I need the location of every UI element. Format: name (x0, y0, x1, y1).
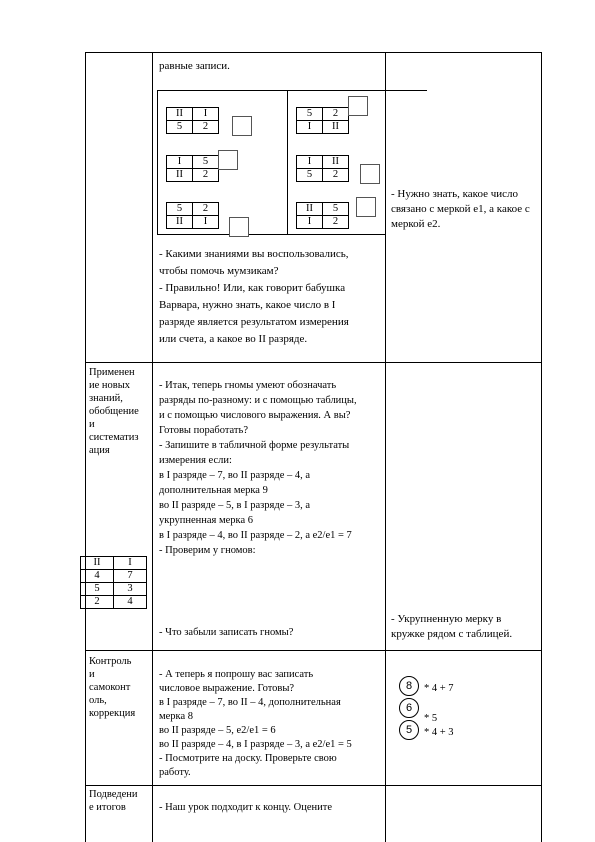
circled-measure: 8 (399, 676, 419, 696)
left-table-1: II I 5 2 (166, 107, 219, 134)
right-table-3: II 5 I 2 (296, 202, 349, 229)
row4-paragraph: - Наш урок подходит к концу. Оцените (159, 802, 333, 813)
answer-box[interactable] (356, 197, 376, 217)
row1-top-text: равные записи. (159, 60, 230, 72)
gnomes-table: II I 4 7 5 3 2 4 (80, 556, 147, 609)
table-border-top (85, 52, 542, 53)
answer-expression: * 4 + 7 (424, 683, 454, 694)
row-separator-3 (85, 785, 542, 786)
row-separator-2 (85, 650, 542, 651)
answer-box[interactable] (232, 116, 252, 136)
circled-measure: 5 (399, 720, 419, 740)
table-border-right (541, 52, 542, 842)
row2-question: - Что забыли записать гномы? (159, 627, 294, 638)
right-table-1: 5 2 I II (296, 107, 349, 134)
left-table-3: 5 2 II I (166, 202, 219, 229)
answer-box[interactable] (348, 96, 368, 116)
left-table-2: I 5 II 2 (166, 155, 219, 182)
answer-expression: * 4 + 3 (424, 727, 454, 738)
circled-measure: 6 (399, 698, 419, 718)
row-separator-1 (85, 362, 542, 363)
answer-box[interactable] (229, 217, 249, 237)
table-border-col2 (152, 52, 153, 842)
answer-box[interactable] (218, 150, 238, 170)
table-border-left (85, 52, 86, 842)
answer-expression: * 5 (424, 713, 438, 724)
right-table-2: I II 5 2 (296, 155, 349, 182)
answer-box[interactable] (360, 164, 380, 184)
